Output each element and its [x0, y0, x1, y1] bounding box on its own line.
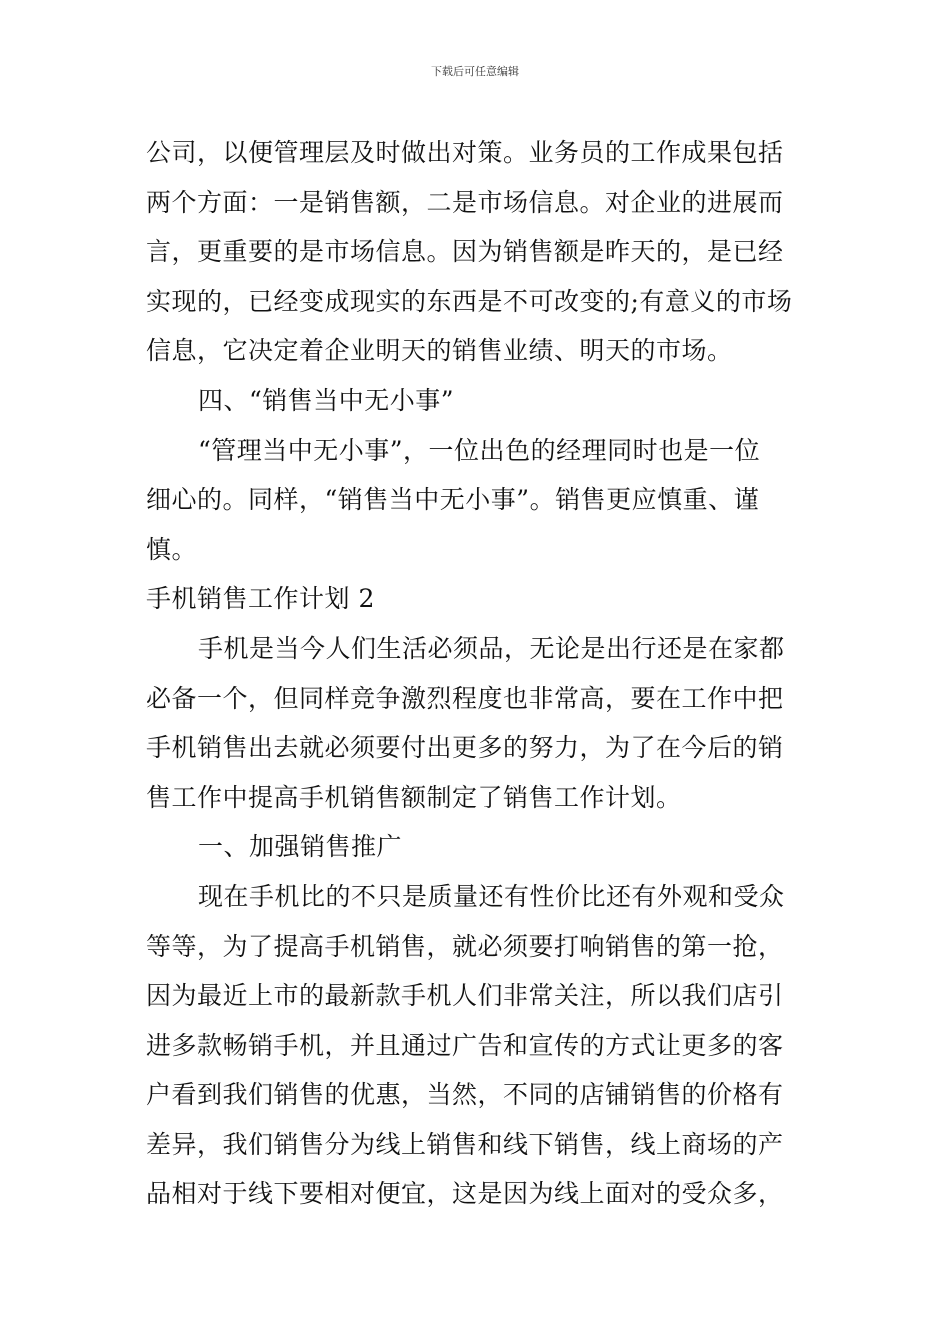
text-line: 实现的，已经变成现实的东西是不可改变的;有意义的市场 [146, 286, 793, 316]
page-header: 下载后可任意编辑 [431, 65, 519, 78]
text-line: 差异，我们销售分为线上销售和线下销售，线上商场的产 [146, 1129, 784, 1159]
document-body [146, 128, 810, 1219]
text-line: 两个方面：一是销售额，二是市场信息。对企业的进展而 [146, 187, 784, 217]
text-line: 慎。 [146, 534, 198, 564]
text-line: 手机销售工作计划 2 [146, 584, 375, 614]
text-line: 因为最近上市的最新款手机人们非常关注，所以我们店引 [146, 981, 784, 1011]
text-line: 售工作中提高手机销售额制定了销售工作计划。 [146, 782, 682, 812]
text-line: 进多款畅销手机，并且通过广告和宣传的方式让更多的客 [146, 1030, 784, 1060]
text-line: 必备一个，但同样竞争激烈程度也非常高，要在工作中把 [146, 683, 784, 713]
text-line: 一、加强销售推广 [198, 832, 403, 862]
text-line: 现在手机比的不只是质量还有性价比还有外观和受众 [198, 881, 785, 911]
text-line: 公司，以便管理层及时做出对策。业务员的工作成果包括 [146, 138, 784, 167]
text-line: 等等，为了提高手机销售，就必须要打响销售的第一抢， [146, 931, 784, 961]
text-line: “管理当中无小事”，一位出色的经理同时也是一位 [198, 435, 761, 465]
text-line: 细心的。同样，“销售当中无小事”。销售更应慎重、谨 [146, 485, 760, 515]
text-line: 言，更重要的是市场信息。因为销售额是昨天的，是已经 [146, 237, 784, 267]
text-line: 品相对于线下要相对便宜，这是因为线上面对的受众多， [146, 1179, 784, 1209]
text-line: 手机销售出去就必须要付出更多的努力，为了在今后的销 [146, 733, 784, 763]
text-line: 信息，它决定着企业明天的销售业绩、明天的市场。 [146, 336, 733, 366]
text-line: 四、“销售当中无小事” [198, 385, 455, 415]
text-line: 手机是当今人们生活必须品，无论是出行还是在家都 [198, 633, 785, 663]
text-line: 户看到我们销售的优惠，当然，不同的店铺销售的价格有 [146, 1080, 784, 1110]
